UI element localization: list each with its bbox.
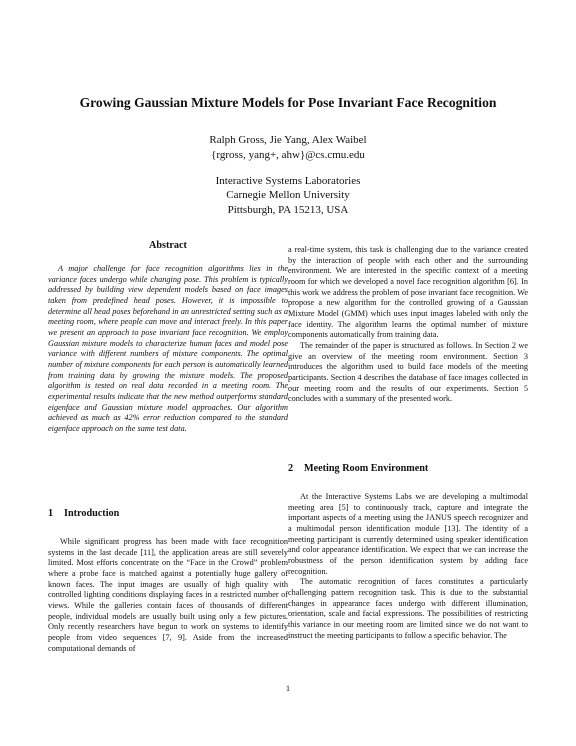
right-column (288, 245, 528, 405)
introduction-continued-paragraph: a real-time system, this task is challenging due to the variance created by the interaction of people with each other and the surrounding environment. We are interested in the specific context of a meeting room for which we developed a novel face recognition algorithm [6]. In this work we address the problem of pose invariant face recognition. We propose a new algorithm for the controlled growing of a Gaussian Mixture Model (GMM) which uses input images labeled with only the face identity. The algorithm learns the optimal number of mixture components automatically from training data. (288, 245, 528, 340)
section-2-number: 2 (288, 463, 294, 474)
meeting-room-paragraph-2: The automatic recognition of faces constitutes a particularly challenging pattern recognition task. This is due to the substantial changes in appearance faces undergo with different illumination, orientation, scale and facial expressions. The possibilities of restricting this variance in our meeting room are limited since we do not want to instruct the meeting participants to follow a specific behavior. The (288, 577, 528, 640)
left-column (48, 240, 288, 435)
introduction-paragraph: While significant progress has been made with face recognition systems in the last decade [11], the application areas are still severely limited. Most efforts concentrate on the “Face in the Crowd” problem where a probe face is matched against a potentially huge gallery of known faces. The input images are usually of high quality with controlled lighting conditions displaying faces in a restricted number of views. While the galleries contain faces of thousands of different people, individual models are usually built using only a few pictures. Only recently researchers have begun to work on systems to identify people from video sequences [7, 9]. Aside from the increased computational demands of (48, 537, 288, 653)
abstract-text: A major challenge for face recognition algorithms lies in the variance faces undergo while changing pose. This problem is typically addressed by building view dependent models based on face images taken from predefined head poses. However, it is impossible to determine all head poses beforehand in an unrestricted setting such as a meeting room, where people can move and interact freely. In this paper we present an approach to pose invariant face recognition. We employ Gaussian mixture models to characterize human faces and model pose variance with different numbers of mixture components. The optimal number of mixture components for each person is automatically learned from training data by growing the mixture models. The proposed algorithm is tested on real data recorded in a meeting room. The experimental results indicate that the new method outperforms standard eigenface and Gaussian mixture model approaches. Our algorithm achieved as much as 42% error reduction compared to the standard eigenface approach on the same test data. (48, 264, 288, 433)
section-2-heading (288, 463, 528, 475)
affiliation-line-2: Carnegie Mellon University (226, 189, 350, 201)
section-1-number: 1 (48, 508, 54, 519)
introduction-section (48, 508, 288, 654)
author-emails: {rgross, yang+, ahw}@cs.cmu.edu (211, 149, 365, 161)
abstract-heading: Abstract (149, 240, 187, 251)
section-1-title: Introduction (64, 508, 120, 519)
affiliation-line-1: Interactive Systems Laboratories (215, 175, 361, 187)
section-1-heading (48, 508, 288, 520)
author-names: Ralph Gross, Jie Yang, Alex Waibel (209, 134, 367, 146)
page-number: 1 (285, 683, 291, 693)
paper-title: Growing Gaussian Mixture Models for Pose Invariant Face Recognition (79, 95, 497, 110)
paper-structure-paragraph: The remainder of the paper is structured as follows. In Section 2 we give an overview of the meeting room environment. Section 3 introduces the algorithm used to build face models of the meeting participants. Section 4 describes the database of face images collected in our meeting room and the results of our experiments. Section 5 concludes with a summary of the presented work. (288, 340, 528, 404)
affiliation-line-3: Pittsburgh, PA 15213, USA (227, 204, 349, 216)
meeting-room-section (288, 463, 528, 641)
section-2-title: Meeting Room Environment (304, 463, 429, 474)
meeting-room-paragraph-1: At the Interactive Systems Labs we are developing a multimodal meeting area [5] to continuously track, capture and integrate the important aspects of a meeting using the JANUS speech recognizer and a multimodal person identification module [13]. The identity of a meeting participant is currently determined using speaker identification and color appearance identification. We expect that we can increase the robustness of the person identification system by adding face recognition. (288, 492, 528, 576)
